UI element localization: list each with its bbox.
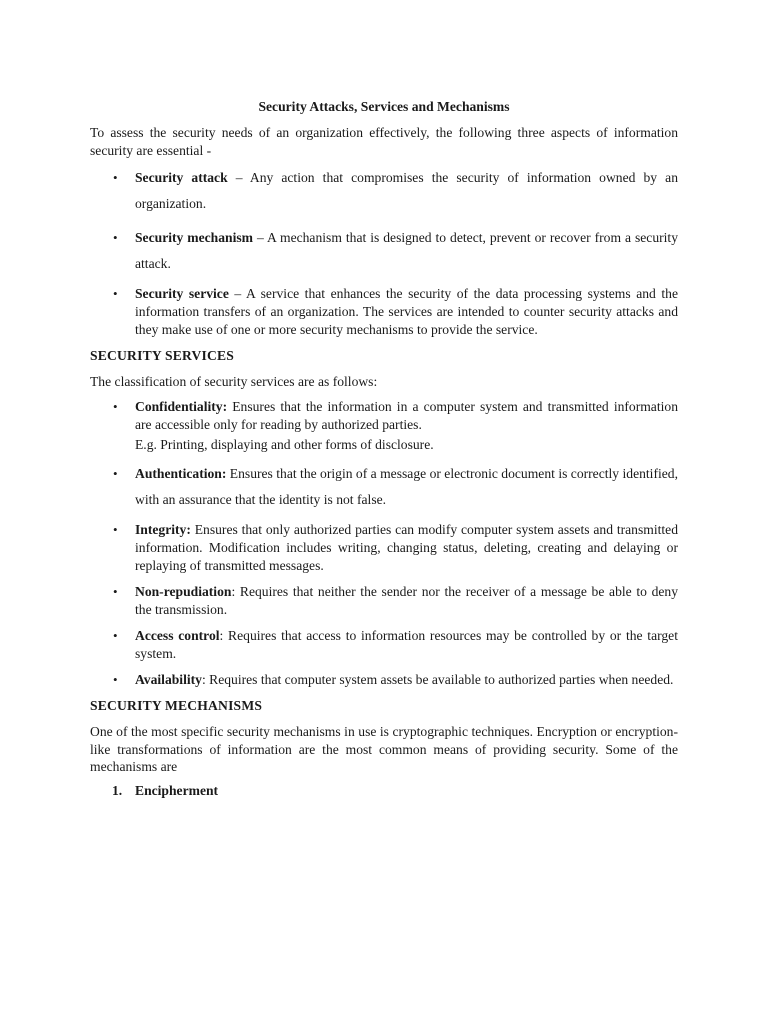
list-item xyxy=(90,461,678,513)
aspect-term: Security service xyxy=(135,286,229,301)
aspect-separator: – xyxy=(228,286,247,301)
service-description: Ensures that the origin of a message or electronic document is correctly identified, with an assurance that the identity is not false. xyxy=(135,466,678,507)
list-item xyxy=(90,521,678,575)
confidentiality-example: E.g. Printing, displaying and other forms of disclosure. xyxy=(135,436,434,452)
aspect-description: A service that enhances the security of the data processing systems and the information transfers of an organization. The services are intended to counter security attacks and they make use of one or more security mechanisms to provide the service. xyxy=(135,286,679,337)
service-term: Availability xyxy=(135,672,202,687)
bullet-icon: • xyxy=(113,286,118,301)
bullet-icon: • xyxy=(113,398,118,414)
document-title: Security Attacks, Services and Mechanisms xyxy=(258,99,510,114)
service-description: : Requires that access to information resources may be controlled by or the target system. xyxy=(135,628,678,661)
aspect-term: Security attack xyxy=(135,170,228,185)
bullet-icon: • xyxy=(113,584,118,599)
bullet-icon: • xyxy=(113,672,118,687)
aspect-term: Security mechanism xyxy=(135,230,253,245)
service-description: : Requires that neither the sender nor the receiver of a message be able to deny the transmission. xyxy=(135,584,678,617)
services-lead: The classification of security services are as follows: xyxy=(90,374,378,389)
list-item xyxy=(90,398,678,434)
list-item xyxy=(90,782,678,800)
list-item xyxy=(90,285,678,339)
bullet-icon: • xyxy=(113,628,118,643)
list-item xyxy=(90,225,678,277)
mechanism-label: Encipherment xyxy=(135,782,219,798)
intro-paragraph: To assess the security needs of an organization effectively, the following three aspects of information security are essential - xyxy=(90,125,678,158)
aspect-description: A mechanism that is designed to detect, prevent or recover from a security attack. xyxy=(135,230,679,271)
services-list xyxy=(90,398,678,690)
aspects-list xyxy=(90,165,678,339)
mechanisms-list xyxy=(90,782,678,800)
service-term: Access control xyxy=(135,628,220,643)
security-services-heading: SECURITY SERVICES xyxy=(90,348,235,363)
service-term: Non-repudiation xyxy=(135,584,232,599)
document-page xyxy=(90,98,678,808)
security-mechanisms-heading: SECURITY MECHANISMS xyxy=(90,698,263,713)
bullet-icon: • xyxy=(113,230,118,245)
aspect-separator: – xyxy=(252,230,267,245)
service-description: Ensures that the information in a computer system and transmitted information are accessible only for reading by authorized parties. xyxy=(135,398,678,432)
list-item xyxy=(90,165,678,217)
bullet-icon: • xyxy=(113,170,118,185)
bullet-icon: • xyxy=(113,466,118,481)
service-description: Ensures that only authorized parties can modify computer system assets and transmitted information. Modification includes writing, changing status, deleting, creating and delaying or replaying of transmitted messages. xyxy=(135,522,678,573)
list-item xyxy=(90,671,678,689)
service-term: Authentication: xyxy=(135,466,227,481)
mechanisms-lead: One of the most specific security mechanisms in use is cryptographic techniques. Encryption or encryption-like transformations of information are the most common means of providing security. Some of the mechanisms are xyxy=(90,724,678,774)
service-term: Integrity: xyxy=(135,522,191,537)
bullet-icon: • xyxy=(113,522,118,537)
list-number: 1. xyxy=(112,782,123,798)
list-item xyxy=(90,627,678,663)
service-term: Confidentiality: xyxy=(135,398,228,414)
aspect-separator: – xyxy=(227,170,250,185)
list-item xyxy=(90,583,678,619)
service-description: : Requires that computer system assets be available to authorized parties when needed. xyxy=(201,672,674,687)
aspect-description: Any action that compromises the security of information owned by an organization. xyxy=(135,170,679,211)
